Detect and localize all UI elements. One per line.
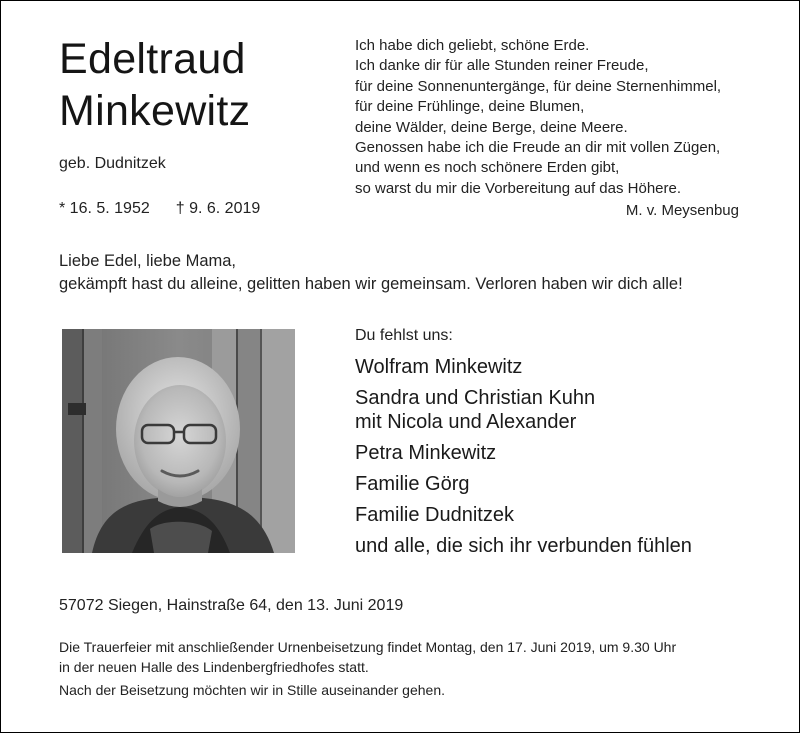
birth-date: * 16. 5. 1952 — [59, 200, 150, 217]
mourner-entry — [355, 472, 692, 496]
poem-line: für deine Sonnenuntergänge, für deine Sternenhimmel, — [355, 77, 722, 95]
farewell-message — [59, 250, 683, 296]
deceased-first-name: Edeltraud — [59, 35, 246, 83]
poem-author: M. v. Meysenbug — [625, 202, 739, 219]
poem-line: Ich danke dir für alle Stunden reiner Freude, — [355, 57, 649, 75]
poem-line: und wenn es noch schönere Erden gibt, — [355, 159, 620, 177]
mourner-name: Petra Minkewitz — [355, 442, 497, 464]
funeral-line: in der neuen Halle des Lindenbergfriedhofes statt. — [59, 659, 369, 675]
mourners-list — [355, 355, 692, 565]
mourners-intro: Du fehlst uns: — [355, 327, 453, 344]
deceased-last-name: Minkewitz — [59, 87, 251, 135]
poem-line: deine Wälder, deine Berge, deine Meere. — [355, 118, 628, 136]
message-line: gekämpft hast du alleine, gelitten haben wir gemeinsam. Verloren haben wir dich alle! — [59, 275, 683, 293]
death-date: † 9. 6. 2019 — [175, 200, 261, 217]
mourner-name: Wolfram Minkewitz — [355, 356, 523, 378]
poem-line: so warst du mir die Vorbereitung auf das Höhere. — [355, 179, 682, 197]
funeral-line: Die Trauerfeier mit anschließender Urnenbeisetzung findet Montag, den 17. Juni 2019, um 9.30 Uhr — [59, 639, 677, 655]
mourner-name: Sandra und Christian Kuhn — [355, 387, 596, 409]
message-line: Liebe Edel, liebe Mama, — [59, 252, 237, 270]
mourner-name: Familie Dudnitzek — [355, 504, 514, 526]
birth-name: geb. Dudnitzek — [59, 155, 166, 172]
address-line: 57072 Siegen, Hainstraße 64, den 13. Juni 2019 — [59, 597, 404, 614]
mourner-entry — [355, 503, 692, 527]
life-dates — [59, 200, 260, 218]
mourner-name: Familie Görg — [355, 473, 470, 495]
portrait-photo — [62, 329, 295, 553]
poem — [355, 36, 721, 199]
deceased-name — [59, 33, 250, 137]
mourner-name: und alle, die sich ihr verbunden fühlen — [355, 535, 692, 557]
funeral-info — [59, 637, 676, 677]
mourner-entry — [355, 441, 692, 465]
poem-line: Genossen habe ich die Freude an dir mit vollen Zügen, — [355, 139, 721, 157]
burial-note: Nach der Beisetzung möchten wir in Stille auseinander gehen. — [59, 682, 446, 698]
poem-line: Ich habe dich geliebt, schöne Erde. — [355, 37, 590, 54]
mourner-entry — [355, 355, 692, 379]
mourner-entry — [355, 534, 692, 558]
mourner-subline: mit Nicola und Alexander — [355, 411, 577, 433]
mourner-entry — [355, 386, 692, 434]
poem-line: für deine Frühlinge, deine Blumen, — [355, 98, 585, 116]
